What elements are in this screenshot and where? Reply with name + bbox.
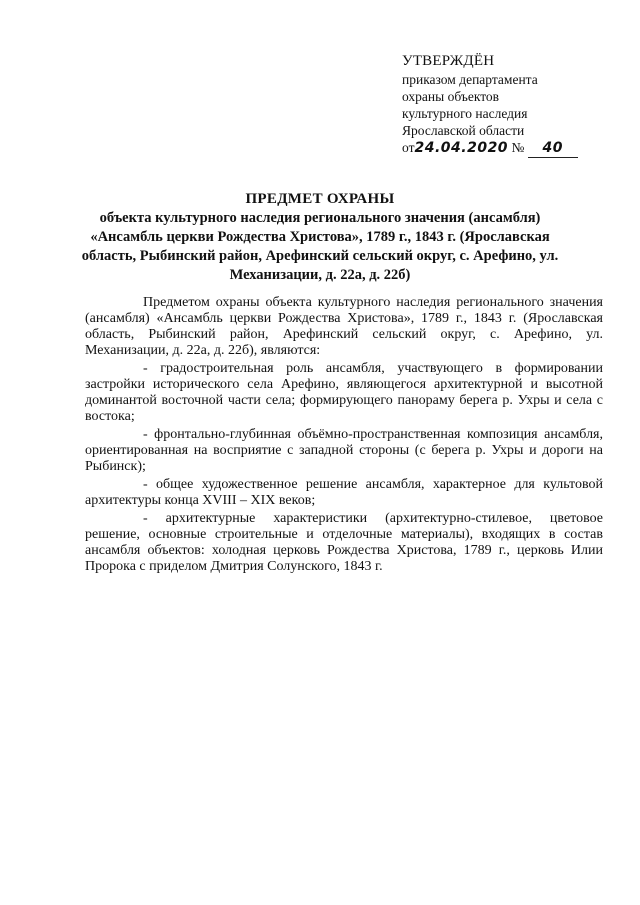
document-subtitle: объекта культурного наследия регионального значения (ансамбля) «Ансамбль церкви Рождества Христова», 1789 г., 1843 г. (Ярославская область, Рыбинский район, Арефинский сельский округ, с. Арефино, ул. Механизации, д. 22а, д. 22б) bbox=[81, 210, 559, 283]
document-body bbox=[85, 295, 603, 577]
approval-line: культурного наследия bbox=[402, 106, 528, 121]
approval-title: УТВЕРЖДЁН bbox=[402, 53, 495, 69]
approval-line: приказом департамента bbox=[402, 72, 538, 87]
approval-line: охраны объектов bbox=[402, 89, 500, 104]
approval-date-line bbox=[402, 139, 602, 158]
date-prefix: от bbox=[402, 140, 415, 155]
list-item: - градостроительная роль ансамбля, участвующего в формировании застройки исторического села Арефино, являющегося архитектурной и высотной доминантой восточной части села; формирующего панораму берега р. Ухры и села с востока; bbox=[85, 361, 603, 424]
handwritten-number: 40 bbox=[528, 140, 578, 158]
list-item: - архитектурные характеристики (архитектурно-стилевое, цветовое решение, основные строительные и отделочные материалы), входящих в состав ансамбля объектов: холодная церковь Рождества Христова, 1789 г., церковь Илии Пророка с приделом Дмитрия Солунского, 1843 г. bbox=[85, 511, 603, 574]
document-heading bbox=[80, 190, 560, 285]
document-title: ПРЕДМЕТ ОХРАНЫ bbox=[245, 191, 395, 207]
number-sign: № bbox=[511, 140, 525, 155]
approval-line: Ярославской области bbox=[402, 123, 525, 138]
list-item: - фронтально-глубинная объёмно-пространственная композиция ансамбля, ориентированная на восприятие с западной стороны (с берега р. Ухры и дороги на Рыбинск); bbox=[85, 427, 603, 474]
approval-stamp bbox=[402, 53, 602, 158]
handwritten-date: 24.04.2020 bbox=[414, 140, 509, 156]
intro-paragraph: Предметом охраны объекта культурного наследия регионального значения (ансамбля) «Ансамбль церкви Рождества Христова», 1789 г., 1843 г. (Ярославская область, Рыбинский район, Арефинский сельский округ, с. Арефино, ул. Механизации, д. 22а, д. 22б), являются: bbox=[85, 295, 603, 358]
list-item: - общее художественное решение ансамбля, характерное для культовой архитектуры конца XVIII – XIX веков; bbox=[85, 477, 603, 508]
